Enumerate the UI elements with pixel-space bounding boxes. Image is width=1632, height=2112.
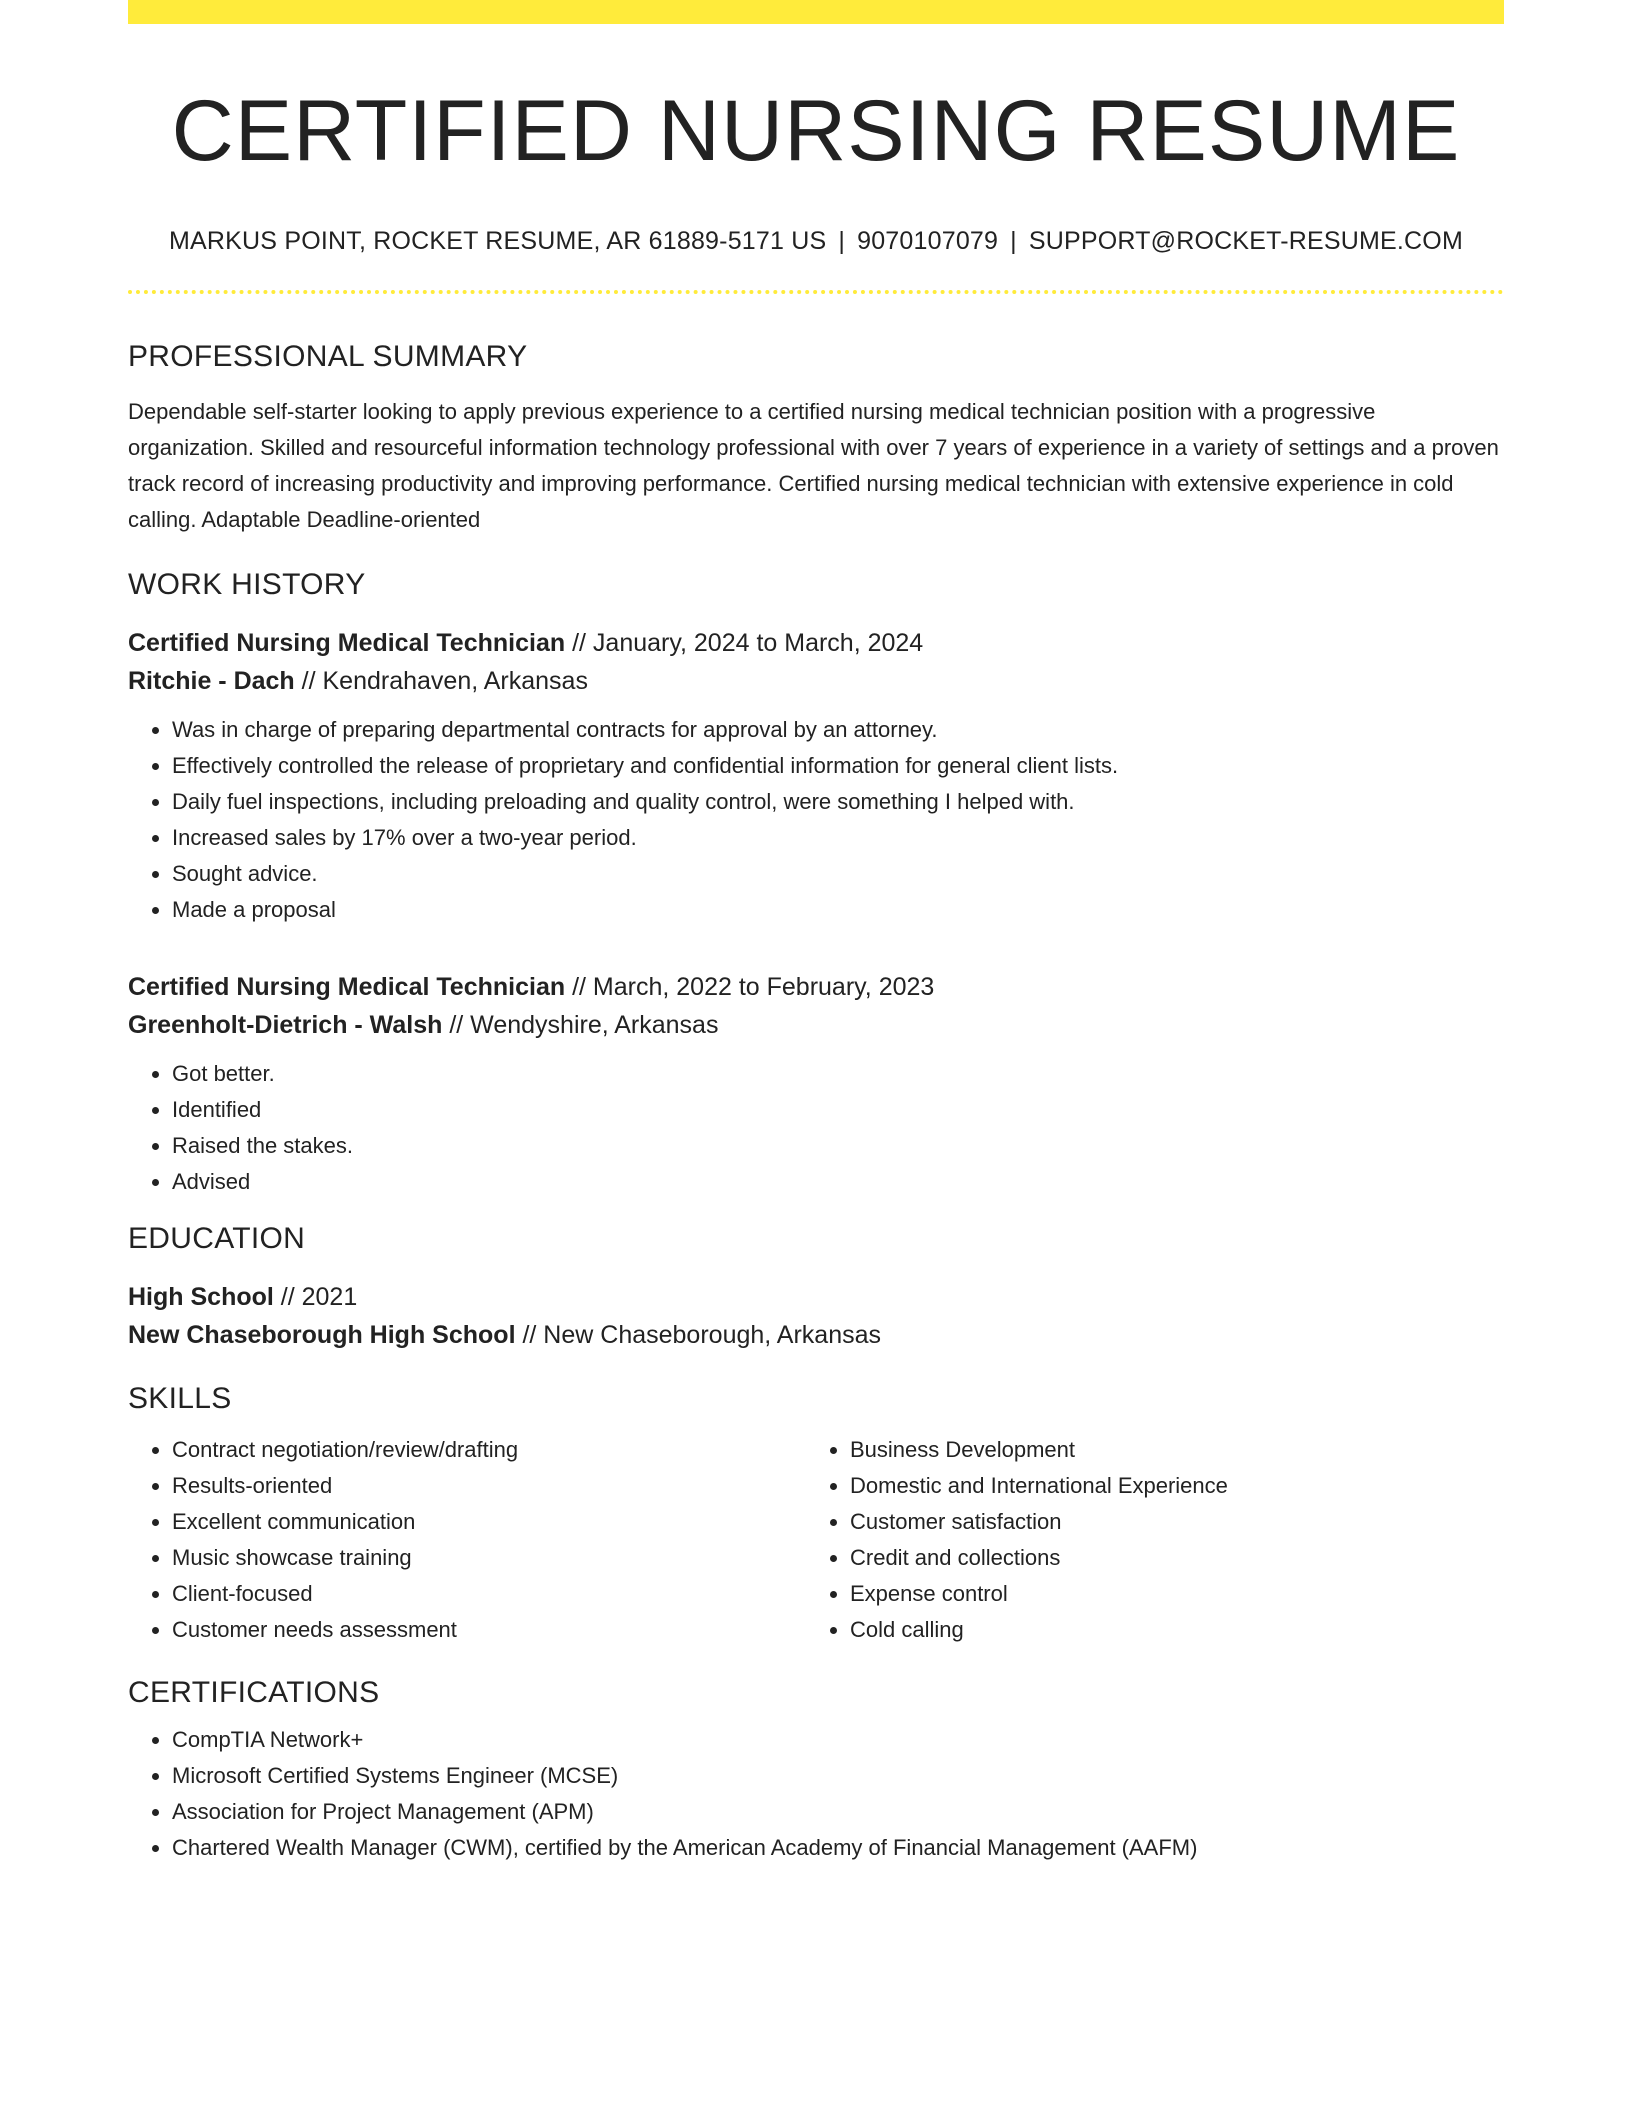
contact-separator: | [1010, 226, 1017, 255]
contact-phone: 9070107079 [857, 226, 999, 255]
list-item: • Client-focused [172, 1576, 806, 1612]
work-history-heading: WORK HISTORY [128, 567, 366, 601]
list-item: • CompTIA Network+ [172, 1722, 1504, 1758]
list-item: • Made a proposal [172, 892, 1504, 928]
education-degree: High School [128, 1282, 274, 1311]
list-item: • Association for Project Management (APM) [172, 1794, 1504, 1830]
list-item: • Excellent communication [172, 1504, 806, 1540]
top-accent-bar [128, 0, 1504, 24]
job-entry [128, 624, 1504, 928]
contact-separator: | [838, 226, 846, 255]
job-bullets [128, 712, 1504, 928]
job-title: Certified Nursing Medical Technician [128, 628, 566, 657]
job-company: Greenholt-Dietrich - Walsh [128, 1010, 443, 1039]
list-item: • Customer needs assessment [172, 1612, 806, 1648]
summary-text: Dependable self-starter looking to apply previous experience to a certified nursing medical technician position with a progressive organization. Skilled and resourceful information technology professional with over 7 years of experience in a variety of settings and a proven track record of increasing productivity and improving performance. Certified nursing medical technician with extensive experience in cold calling. Adaptable Deadline-oriented [128, 398, 1499, 532]
job-entry [128, 968, 1504, 1200]
list-item: • Contract negotiation/review/drafting [172, 1432, 806, 1468]
list-item: • Effectively controlled the release of proprietary and confidential information for general client lists. [172, 748, 1504, 784]
list-item: • Daily fuel inspections, including preloading and quality control, were something I helped with. [172, 784, 1504, 820]
list-item: • Raised the stakes. [172, 1128, 1504, 1164]
list-item: • Expense control [850, 1576, 1484, 1612]
contact-email: SUPPORT@ROCKET-RESUME.COM [1028, 226, 1463, 255]
education-heading: EDUCATION [128, 1221, 306, 1255]
education-school: New Chaseborough High School [128, 1320, 516, 1349]
job-company-line [128, 662, 1504, 700]
list-item: • Increased sales by 17% over a two-year period. [172, 820, 1504, 856]
dotted-divider [128, 290, 1504, 294]
certifications-heading: CERTIFICATIONS [128, 1675, 380, 1709]
list-item: • Music showcase training [172, 1540, 806, 1576]
job-location: // Wendyshire, Arkansas [449, 1010, 719, 1039]
list-item: • Customer satisfaction [850, 1504, 1484, 1540]
skills-heading: SKILLS [128, 1381, 232, 1415]
certifications-list [128, 1722, 1504, 1866]
list-item: • Identified [172, 1092, 1504, 1128]
contact-line [128, 227, 1504, 256]
resume-title: CERTIFIED NURSING RESUME [171, 83, 1461, 179]
list-item: • Was in charge of preparing departmental contracts for approval by an attorney. [172, 712, 1504, 748]
education-year: // 2021 [280, 1282, 358, 1311]
resume-page [128, 0, 1504, 1866]
job-title-line [128, 968, 1504, 1006]
skills-right-list [806, 1432, 1484, 1648]
education-entry [128, 1278, 1504, 1354]
job-bullets [128, 1056, 1504, 1200]
list-item: • Sought advice. [172, 856, 1504, 892]
list-item: • Cold calling [850, 1612, 1484, 1648]
list-item: • Credit and collections [850, 1540, 1484, 1576]
contact-address: MARKUS POINT, ROCKET RESUME, AR 61889-5171 US [169, 226, 827, 255]
education-location: // New Chaseborough, Arkansas [522, 1320, 882, 1349]
education-degree-line [128, 1278, 1504, 1316]
list-item: • Advised [172, 1164, 1504, 1200]
skills-left-list [128, 1432, 806, 1648]
list-item: • Domestic and International Experience [850, 1468, 1484, 1504]
summary-heading: PROFESSIONAL SUMMARY [128, 339, 528, 373]
job-dates: // March, 2022 to February, 2023 [572, 972, 935, 1001]
job-location: // Kendrahaven, Arkansas [301, 666, 588, 695]
education-school-line [128, 1316, 1504, 1354]
job-title: Certified Nursing Medical Technician [128, 972, 566, 1001]
job-title-line [128, 624, 1504, 662]
list-item: • Microsoft Certified Systems Engineer (MCSE) [172, 1758, 1504, 1794]
job-company: Ritchie - Dach [128, 666, 295, 695]
list-item: • Chartered Wealth Manager (CWM), certified by the American Academy of Financial Management (AAFM) [172, 1830, 1504, 1866]
list-item: • Business Development [850, 1432, 1484, 1468]
list-item: • Got better. [172, 1056, 1504, 1092]
skills-columns [128, 1432, 1504, 1648]
list-item: • Results-oriented [172, 1468, 806, 1504]
job-company-line [128, 1006, 1504, 1044]
job-dates: // January, 2024 to March, 2024 [572, 628, 924, 657]
